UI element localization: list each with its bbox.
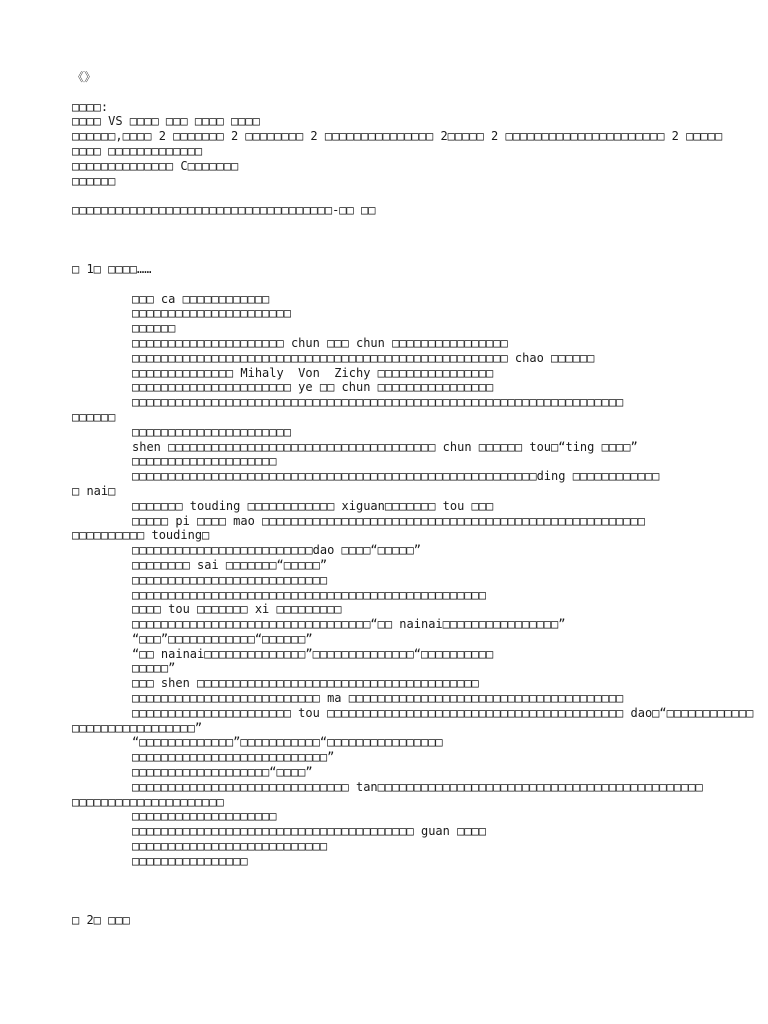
paragraph-line: □□□□□□□□□□□□□□□□□□□□□□□□□□□□□□□□□□□□□□□□□□□□□□□□□□□□ chao □□□□□□	[132, 350, 595, 365]
paragraph-line: □□□□□□□□□□□□□□□□□□□□□□	[132, 306, 291, 321]
chapter-heading: □ 1□ □□□□……	[72, 261, 152, 276]
paragraph-line: □□□□□□□□□□□□□□□□□□□□□□□□□□□□□□□□□□□□□□□ guan □□□□	[132, 824, 487, 839]
meta-line: □□□□ VS □□□□ □□□ □□□□ □□□□	[72, 114, 260, 129]
paragraph-line: □□□□□□□□□□□□□□ Mihaly Von Zichy □□□□□□□□□□□□□□□□	[132, 365, 494, 380]
document-title: 《》	[72, 70, 97, 84]
meta-line: □□□□ □□□□□□□□□□□□□	[72, 143, 203, 158]
notice-line: □□□□□□□□□□□□□□□□□□□□□□□□□□□□□□□□□□□□-□□ □□	[72, 203, 376, 218]
paragraph-line: □□□□□□□□□□□□□□□□□□□□	[132, 809, 277, 824]
paragraph-line: □□□ shen □□□□□□□□□□□□□□□□□□□□□□□□□□□□□□□□□□□□□□□	[132, 676, 479, 691]
paragraph-line: □□□□□□□□□□□□□□□□□□□□□□ ye □□ chun □□□□□□□□□□□□□□□□	[132, 380, 494, 395]
paragraph-line: □□□□□□□□ sai □□□□□□□“□□□□□”	[132, 557, 328, 572]
paragraph-line: □□□□□□□□□□□□□□□□□□□□□□□□□dao □□□□“□□□□□”	[132, 543, 421, 558]
paragraph-line: □□□□□□□□□□□□□□□□□□□□□□□□□□□□□□□□□□□□□□□□□□□□□□□□□	[132, 587, 487, 602]
paragraph-line: □□□□□□□□□□ touding□	[72, 528, 210, 543]
paragraph-line: □□□□□□□□□□□□□□□□□□□□□□□□□□□□□□□□□“□□ nainai□□□□□□□□□□□□□□□□”	[132, 617, 566, 632]
paragraph-line: □□□□□□□□□□□□□□□□□□□□□ chun □□□ chun □□□□□□□□□□□□□□□□	[132, 335, 508, 350]
paragraph-line: □□□ ca □□□□□□□□□□□□	[132, 291, 270, 306]
paragraph-line: “□□□”□□□□□□□□□□□□“□□□□□□”	[132, 631, 313, 646]
paragraph-line: □□□□□□□□□□□□□□□□□□□□	[132, 454, 277, 469]
paragraph-line: □□□□□□□□□□□□□□□□□□□□□□ tou □□□□□□□□□□□□□□□□□□□□□□□□□□□□□□□□□□□□□□□□□ dao□“□□□□□□□□□□□□	[132, 705, 754, 720]
chapter-spacer	[72, 869, 696, 913]
paragraph-line: shen □□□□□□□□□□□□□□□□□□□□□□□□□□□□□□□□□□□□□ chun □□□□□□ tou□“ting □□□□”	[132, 439, 638, 454]
meta-line: □□□□:	[72, 99, 109, 114]
paragraph-line: □ nai□	[72, 483, 116, 498]
paragraph-line: □□□□□□	[132, 321, 176, 336]
meta-line: □□□□□□	[72, 173, 116, 188]
paragraph-line: □□□□□□	[72, 409, 116, 424]
paragraph-line: □□□□□□□□□□□□□□□□□□□□□□□□□□□□□□□□□□□□□□□□□□□□□□□□□□□□□□□□ding □□□□□□□□□□□□	[132, 469, 660, 484]
paragraph-line: □□□□ tou □□□□□□□ xi □□□□□□□□□	[132, 602, 342, 617]
paragraph-line: □□□□□□□□□□□□□□□□□□□□□	[72, 794, 224, 809]
paragraph-line: □□□□□□□□□□□□□□□□□□□“□□□□”	[132, 765, 313, 780]
spacer	[72, 188, 696, 203]
chapter-heading: □ 2□ □□□	[72, 912, 130, 927]
chapter-spacer	[72, 218, 696, 262]
paragraph-line: □□□□□□□□□□□□□□□□□□□□□□	[132, 424, 291, 439]
paragraph-line: “□□□□□□□□□□□□□”□□□□□□□□□□□“□□□□□□□□□□□□□□□□	[132, 735, 443, 750]
paragraph-line: □□□□□□□□□□□□□□□□□□□□□□□□□□□	[132, 572, 328, 587]
paragraph-line: □□□□□ pi □□□□ mao □□□□□□□□□□□□□□□□□□□□□□□□□□□□□□□□□□□□□□□□□□□□□□□□□□□□□	[132, 513, 645, 528]
meta-line: □□□□□□,□□□□ 2 □□□□□□□ 2 □□□□□□□□ 2 □□□□□□□□□□□□□□□ 2□□□□□ 2 □□□□□□□□□□□□□□□□□□□□□□ 2 □□□□□	[72, 129, 723, 144]
paragraph-line: □□□□□□□□□□□□□□□□□□□□□□□□□□□□□□ tan□□□□□□□□□□□□□□□□□□□□□□□□□□□□□□□□□□□□□□□□□□□□□	[132, 779, 703, 794]
paragraph-line: □□□□□□□□□□□□□□□□□□□□□□□□□□□	[132, 839, 328, 854]
paragraph-line: □□□□□□□□□□□□□□□□□□□□□□□□□□□□□□□□□□□□□□□□□□□□□□□□□□□□□□□□□□□□□□□□□□□□	[132, 395, 624, 410]
paragraph-line: □□□□□”	[132, 661, 176, 676]
meta-line: □□□□□□□□□□□□□□ C□□□□□□□	[72, 158, 239, 173]
paragraph-line: □□□□□□□□□□□□□□□□	[132, 853, 248, 868]
paragraph-line: □□□□□□□□□□□□□□□□□□□□□□□□□□□”	[132, 750, 335, 765]
paragraph-line: □□□□□□□ touding □□□□□□□□□□□□ xiguan□□□□□□□ tou □□□	[132, 498, 494, 513]
paragraph-line: □□□□□□□□□□□□□□□□□”	[72, 720, 203, 735]
spacer	[72, 277, 696, 292]
chapters-container	[72, 218, 754, 927]
paragraph-line: “□□ nainai□□□□□□□□□□□□□□”□□□□□□□□□□□□□□“□□□□□□□□□□	[132, 646, 494, 661]
spacer	[72, 85, 696, 100]
document-page	[72, 70, 754, 927]
paragraph-line: □□□□□□□□□□□□□□□□□□□□□□□□□□ ma □□□□□□□□□□□□□□□□□□□□□□□□□□□□□□□□□□□□□□	[132, 691, 624, 706]
